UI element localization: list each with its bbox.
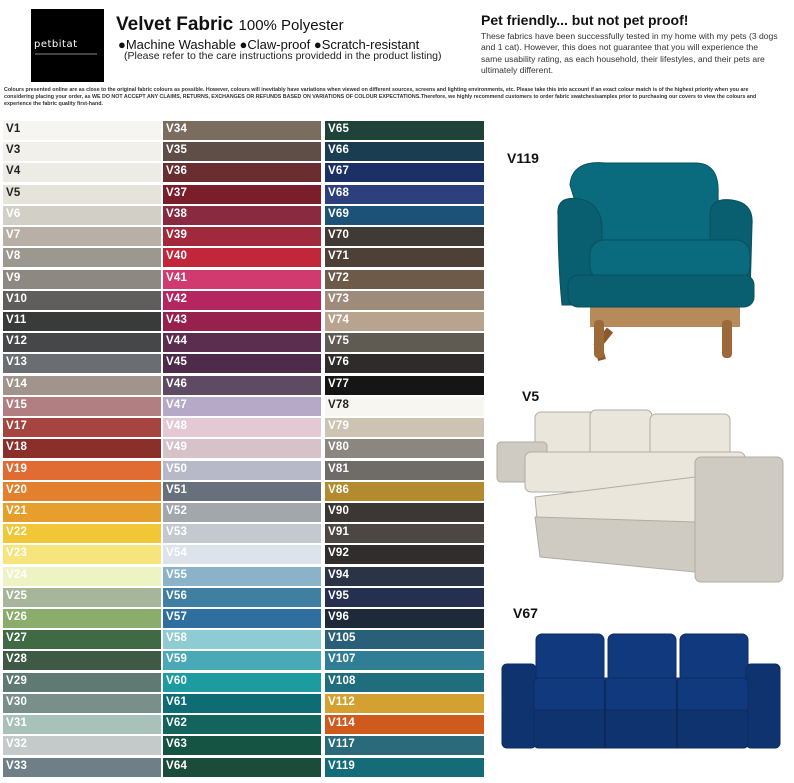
swatch-v59 xyxy=(163,651,321,670)
colour-disclaimer: Colours presented online are as close to the original fabric colours as possible. However, colours will inevitably have variations when viewed on different sources, screens and lighting environments, etc. Please take this into account if an exact colour match is of the highest priority when you are considering placing your order, as WE DO NOT ACCEPT ANY CLAIMS, RETURNS, EXCHANGES OR REFUNDS BASED ON VARIATIONS OF COLOUR EXPECTATIONS.Therefore, we highly recommend customers to order fabric swatches/samples prior to purchasing our covers to view the colours and experience the fabric quality first-hand. xyxy=(4,87,757,107)
swatch-v40 xyxy=(163,248,321,267)
swatch-code: V4 xyxy=(6,165,21,178)
pet-text: These fabrics have been successfully tested in my home with my pets (3 dogs and 1 cat). However, this does not guarantee that you will experience the same usability rating, as each household, their lifestyles, and their pets are ultimately different. xyxy=(481,31,778,75)
swatch-v72 xyxy=(325,270,484,289)
swatch-v53 xyxy=(163,524,321,543)
swatch-code: V9 xyxy=(6,271,21,284)
swatch-v61 xyxy=(163,694,321,713)
swatch-v34 xyxy=(163,121,321,140)
swatch-code: V43 xyxy=(166,313,188,326)
swatch-code: V76 xyxy=(328,356,350,369)
swatch-v94 xyxy=(325,567,484,586)
swatch-column-1 xyxy=(3,121,161,779)
swatch-v14 xyxy=(3,376,161,395)
swatch-code: V41 xyxy=(166,271,188,284)
swatch-code: V70 xyxy=(328,229,350,242)
swatch-code: V79 xyxy=(328,420,350,433)
swatch-code: V36 xyxy=(166,165,188,178)
swatch-v4 xyxy=(3,163,161,182)
swatch-v21 xyxy=(3,503,161,522)
swatch-code: V65 xyxy=(328,123,350,135)
swatch-v48 xyxy=(163,418,321,437)
swatch-v73 xyxy=(325,291,484,310)
swatch-code: V50 xyxy=(166,462,188,475)
swatch-v114 xyxy=(325,715,484,734)
swatch-v10 xyxy=(3,291,161,310)
swatch-code: V92 xyxy=(328,547,350,560)
swatch-v15 xyxy=(3,397,161,416)
swatch-code: V71 xyxy=(328,250,350,263)
swatch-code: V28 xyxy=(6,653,28,666)
swatch-v119 xyxy=(325,758,484,777)
swatch-v76 xyxy=(325,354,484,373)
swatch-v12 xyxy=(3,333,161,352)
swatch-code: V60 xyxy=(166,674,188,687)
swatch-code: V37 xyxy=(166,186,188,199)
swatch-v108 xyxy=(325,673,484,692)
swatch-code: V61 xyxy=(166,695,188,708)
swatch-code: V58 xyxy=(166,632,188,645)
swatch-v69 xyxy=(325,206,484,225)
sofa-icon xyxy=(502,634,780,748)
swatch-code: V32 xyxy=(6,738,28,751)
swatch-code: V42 xyxy=(166,292,188,305)
swatch-v31 xyxy=(3,715,161,734)
swatch-v92 xyxy=(325,545,484,564)
swatch-code: V64 xyxy=(166,759,188,772)
swatch-v96 xyxy=(325,609,484,628)
armchair-icon xyxy=(558,163,754,360)
swatch-v22 xyxy=(3,524,161,543)
swatch-v77 xyxy=(325,376,484,395)
swatch-v79 xyxy=(325,418,484,437)
swatch-v56 xyxy=(163,588,321,607)
swatch-code: V8 xyxy=(6,250,21,263)
swatch-v75 xyxy=(325,333,484,352)
swatch-code: V91 xyxy=(328,526,350,539)
swatch-code: V39 xyxy=(166,229,188,242)
swatch-code: V108 xyxy=(328,674,356,687)
swatch-v66 xyxy=(325,142,484,161)
swatch-v46 xyxy=(163,376,321,395)
swatch-v70 xyxy=(325,227,484,246)
swatch-code: V95 xyxy=(328,589,350,602)
swatch-code: V80 xyxy=(328,441,350,454)
swatch-code: V25 xyxy=(6,589,28,602)
swatch-code: V107 xyxy=(328,653,356,666)
swatch-code: V1 xyxy=(6,123,21,135)
swatch-v32 xyxy=(3,736,161,755)
feature-list: ●Machine Washable ●Claw-proof ●Scratch-resistant xyxy=(118,37,420,52)
swatch-v26 xyxy=(3,609,161,628)
swatch-column-3 xyxy=(325,121,484,779)
swatch-code: V51 xyxy=(166,483,188,496)
swatch-code: V55 xyxy=(166,568,188,581)
swatch-code: V29 xyxy=(6,674,28,687)
swatch-v8 xyxy=(3,248,161,267)
swatch-v71 xyxy=(325,248,484,267)
swatch-code: V73 xyxy=(328,292,350,305)
swatch-v57 xyxy=(163,609,321,628)
swatch-v45 xyxy=(163,354,321,373)
swatch-code: V114 xyxy=(328,717,356,730)
sectional-sofa-photo xyxy=(495,402,787,587)
swatch-code: V66 xyxy=(328,144,350,157)
swatch-code: V34 xyxy=(166,123,188,135)
swatch-v44 xyxy=(163,333,321,352)
three-seat-sofa-photo xyxy=(500,628,782,750)
swatch-code: V47 xyxy=(166,398,188,411)
swatch-code: V26 xyxy=(6,611,28,624)
swatch-code: V24 xyxy=(6,568,28,581)
swatch-v33 xyxy=(3,758,161,777)
swatch-v20 xyxy=(3,482,161,501)
brand-logo xyxy=(31,9,104,82)
swatch-code: V12 xyxy=(6,335,28,348)
swatch-v107 xyxy=(325,651,484,670)
swatch-v17 xyxy=(3,418,161,437)
product-label-sofa: V67 xyxy=(513,605,538,621)
swatch-v54 xyxy=(163,545,321,564)
swatch-code: V35 xyxy=(166,144,188,157)
swatch-code: V23 xyxy=(6,547,28,560)
swatch-v50 xyxy=(163,461,321,480)
swatch-v68 xyxy=(325,185,484,204)
swatch-v13 xyxy=(3,354,161,373)
swatch-code: V10 xyxy=(6,292,28,305)
swatch-v27 xyxy=(3,630,161,649)
swatch-v65 xyxy=(325,121,484,140)
swatch-code: V13 xyxy=(6,356,28,369)
swatch-v41 xyxy=(163,270,321,289)
swatch-v7 xyxy=(3,227,161,246)
swatch-v52 xyxy=(163,503,321,522)
swatch-v95 xyxy=(325,588,484,607)
product-label-sectional: V5 xyxy=(522,388,540,404)
swatch-code: V33 xyxy=(6,759,28,772)
swatch-v74 xyxy=(325,312,484,331)
swatch-code: V17 xyxy=(6,420,28,433)
swatch-code: V48 xyxy=(166,420,188,433)
swatch-code: V78 xyxy=(328,398,350,411)
swatch-code: V46 xyxy=(166,377,188,390)
swatch-v3 xyxy=(3,142,161,161)
swatch-code: V7 xyxy=(6,229,21,242)
swatch-code: V56 xyxy=(166,589,188,602)
swatch-code: V3 xyxy=(6,144,21,157)
swatch-code: V57 xyxy=(166,611,188,624)
swatch-v19 xyxy=(3,461,161,480)
swatch-code: V15 xyxy=(6,398,28,411)
swatch-code: V74 xyxy=(328,313,350,326)
title-material: 100% Polyester xyxy=(238,17,344,34)
care-note: (Please refer to the care instructions providedd in the product listing) xyxy=(124,50,442,62)
swatch-code: V45 xyxy=(166,356,188,369)
swatch-code: V117 xyxy=(328,738,356,751)
swatch-v67 xyxy=(325,163,484,182)
swatch-code: V68 xyxy=(328,186,350,199)
swatch-v11 xyxy=(3,312,161,331)
swatch-code: V30 xyxy=(6,695,28,708)
swatch-code: V52 xyxy=(166,504,188,517)
swatch-v55 xyxy=(163,567,321,586)
product-label-armchair: V119 xyxy=(507,150,539,166)
swatch-code: V69 xyxy=(328,207,350,220)
product-title xyxy=(116,14,344,36)
logo-text: petbitat xyxy=(34,39,78,50)
swatch-v25 xyxy=(3,588,161,607)
swatch-code: V18 xyxy=(6,441,28,454)
swatch-v60 xyxy=(163,673,321,692)
swatch-code: V112 xyxy=(328,695,356,708)
swatch-v37 xyxy=(163,185,321,204)
swatch-code: V67 xyxy=(328,165,350,178)
swatch-code: V59 xyxy=(166,653,188,666)
swatch-v81 xyxy=(325,461,484,480)
swatch-v38 xyxy=(163,206,321,225)
swatch-v117 xyxy=(325,736,484,755)
swatch-code: V21 xyxy=(6,504,28,517)
logo-tagline-bar xyxy=(35,53,97,55)
swatch-code: V5 xyxy=(6,186,21,199)
swatch-code: V14 xyxy=(6,377,28,390)
swatch-code: V38 xyxy=(166,207,188,220)
swatch-v28 xyxy=(3,651,161,670)
sectional-sofa-icon xyxy=(497,410,783,582)
swatch-code: V62 xyxy=(166,717,188,730)
swatch-code: V20 xyxy=(6,483,28,496)
swatch-code: V75 xyxy=(328,335,350,348)
swatch-code: V63 xyxy=(166,738,188,751)
swatch-v64 xyxy=(163,758,321,777)
swatch-v43 xyxy=(163,312,321,331)
swatch-v105 xyxy=(325,630,484,649)
swatch-v42 xyxy=(163,291,321,310)
swatch-column-2 xyxy=(163,121,321,779)
swatch-v18 xyxy=(3,439,161,458)
swatch-code: V96 xyxy=(328,611,350,624)
swatch-code: V49 xyxy=(166,441,188,454)
swatch-code: V6 xyxy=(6,207,21,220)
swatch-code: V54 xyxy=(166,547,188,560)
swatch-v63 xyxy=(163,736,321,755)
swatch-code: V90 xyxy=(328,504,350,517)
swatch-v86 xyxy=(325,482,484,501)
swatch-v5 xyxy=(3,185,161,204)
swatch-code: V105 xyxy=(328,632,356,645)
swatch-code: V44 xyxy=(166,335,188,348)
swatch-v78 xyxy=(325,397,484,416)
swatch-code: V72 xyxy=(328,271,350,284)
armchair-photo xyxy=(550,155,760,370)
swatch-code: V40 xyxy=(166,250,188,263)
swatch-v35 xyxy=(163,142,321,161)
swatch-v47 xyxy=(163,397,321,416)
swatch-v91 xyxy=(325,524,484,543)
swatch-v1 xyxy=(3,121,161,140)
swatch-v112 xyxy=(325,694,484,713)
swatch-code: V31 xyxy=(6,717,28,730)
swatch-v24 xyxy=(3,567,161,586)
swatch-v80 xyxy=(325,439,484,458)
swatch-v29 xyxy=(3,673,161,692)
swatch-code: V81 xyxy=(328,462,350,475)
swatch-v9 xyxy=(3,270,161,289)
swatch-v58 xyxy=(163,630,321,649)
swatch-v6 xyxy=(3,206,161,225)
swatch-code: V11 xyxy=(6,313,27,326)
swatch-code: V27 xyxy=(6,632,28,645)
pet-heading: Pet friendly... but not pet proof! xyxy=(481,12,689,28)
swatch-code: V119 xyxy=(328,759,356,772)
swatch-code: V19 xyxy=(6,462,28,475)
title-main: Velvet Fabric xyxy=(116,14,234,35)
swatch-code: V94 xyxy=(328,568,350,581)
swatch-v23 xyxy=(3,545,161,564)
swatch-code: V86 xyxy=(328,483,350,496)
swatch-v90 xyxy=(325,503,484,522)
swatch-v39 xyxy=(163,227,321,246)
swatch-code: V22 xyxy=(6,526,28,539)
swatch-v49 xyxy=(163,439,321,458)
swatch-v62 xyxy=(163,715,321,734)
swatch-v36 xyxy=(163,163,321,182)
swatch-code: V77 xyxy=(328,377,350,390)
swatch-v51 xyxy=(163,482,321,501)
swatch-v30 xyxy=(3,694,161,713)
swatch-code: V53 xyxy=(166,526,188,539)
